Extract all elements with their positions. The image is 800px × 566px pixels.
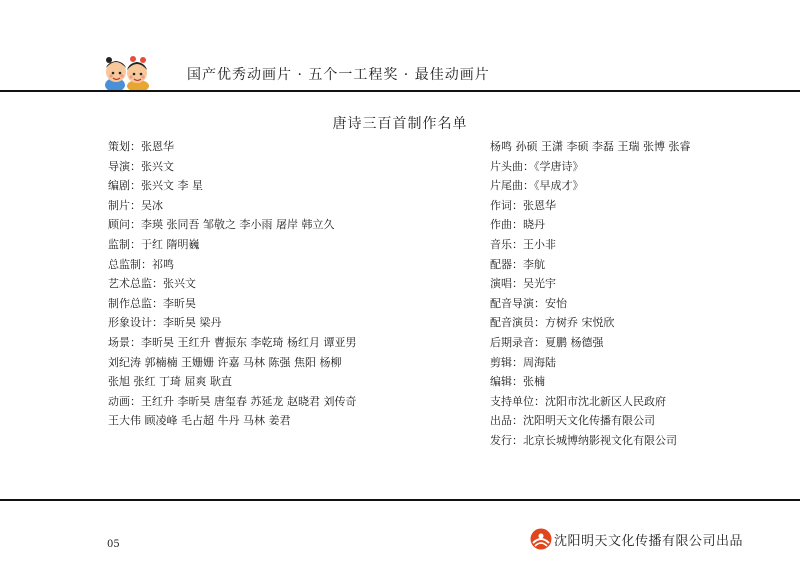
credit-line: 刘纪涛 郭楠楠 王姗姗 许嘉 马林 陈强 焦阳 杨柳 [108, 355, 342, 369]
credit-line: 片尾曲：《早成才》 [490, 179, 584, 193]
credit-line: 张旭 张红 丁琦 屈爽 耿直 [108, 375, 232, 389]
credit-line: 片头曲：《学唐诗》 [490, 159, 584, 173]
credit-line: 音乐：王小非 [490, 237, 556, 251]
credit-line: 顾问：李瑛 张同吾 邹敬之 李小雨 屠岸 韩立久 [108, 218, 335, 232]
header-title: 国产优秀动画片 · 五个一工程奖 · 最佳动画片 [187, 67, 490, 83]
credit-line: 作词：张恩华 [490, 198, 556, 212]
credit-line: 王大伟 顾凌峰 毛占超 牛丹 马林 姜君 [108, 414, 291, 428]
page-header [0, 0, 800, 92]
credit-line: 后期录音：夏鹏 杨德强 [490, 335, 604, 349]
top-divider [0, 90, 800, 92]
credit-line: 配音导演：安怡 [490, 296, 567, 310]
credit-line: 出品：沈阳明天文化传播有限公司 [490, 414, 655, 428]
credit-line: 配器：李航 [490, 257, 545, 271]
credit-line: 导演：张兴文 [108, 159, 174, 173]
footer-brand-text: 沈阳明天文化传播有限公司出品 [554, 533, 744, 549]
credit-line: 策划：张恩华 [108, 140, 174, 153]
credit-line: 支持单位：沈阳市沈北新区人民政府 [490, 394, 666, 408]
credit-line: 演唱：吴光宇 [490, 277, 556, 291]
credit-line: 场景：李昕昊 王红升 曹振东 李乾琦 杨红月 谭亚男 [108, 335, 357, 349]
credits-left-column [108, 137, 356, 431]
bottom-divider [0, 499, 800, 501]
credit-line: 总监制：祁鸣 [108, 257, 174, 271]
footer-brand [530, 527, 743, 551]
credit-line: 剪辑：周海陆 [490, 355, 556, 369]
credit-line: 作曲：晓丹 [490, 218, 545, 232]
sun-logo-icon [530, 528, 552, 550]
page-number: 05 [107, 539, 120, 550]
credit-line: 制片：吴冰 [108, 198, 163, 212]
credit-line: 杨鸣 孙硕 王潇 李硕 李磊 王瑞 张博 张睿 [490, 140, 691, 153]
credit-line: 发行：北京长城博纳影视文化有限公司 [490, 433, 677, 447]
credits-right-column [490, 137, 690, 451]
credit-line: 配音演员：方树乔 宋悦欣 [490, 316, 615, 330]
credit-line: 编辑：张楠 [490, 375, 545, 389]
cartoon-children-icon [100, 52, 152, 92]
credit-line: 动画：王红升 李昕昊 唐玺春 苏延龙 赵晓君 刘传奇 [108, 394, 357, 408]
credit-line: 监制：于红 隋明巍 [108, 237, 200, 251]
credit-line: 编剧：张兴文 李 星 [108, 179, 203, 193]
credit-line: 形象设计：李昕昊 梁丹 [108, 316, 222, 330]
credit-line: 艺术总监：张兴文 [108, 277, 196, 291]
document-title: 唐诗三百首制作名单 [332, 116, 468, 132]
credit-line: 制作总监：李昕昊 [108, 296, 196, 310]
